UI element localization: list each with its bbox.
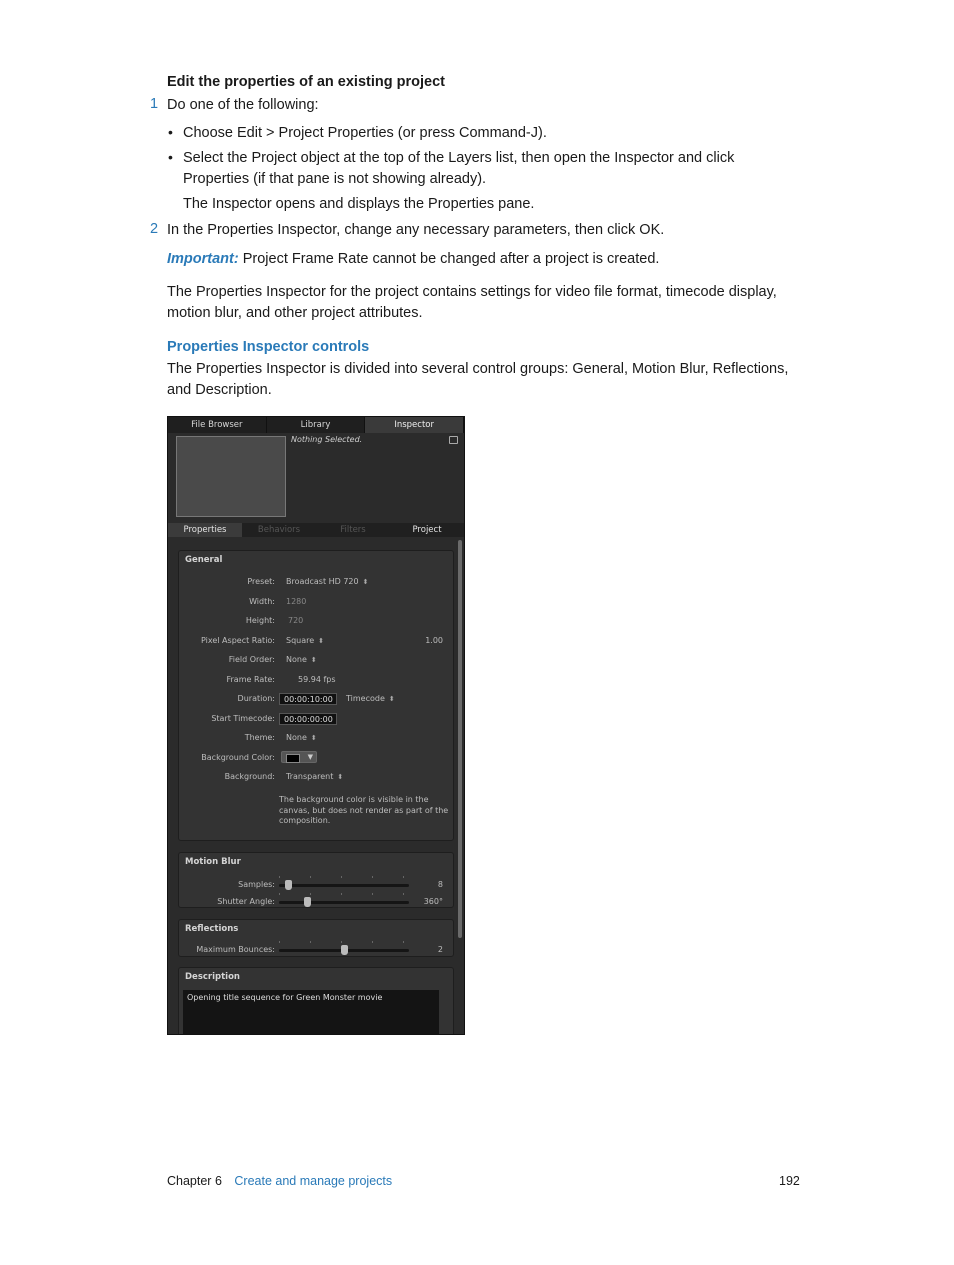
lock-icon[interactable] [449,436,458,444]
samples-value[interactable]: 8 [437,880,443,889]
samples-label: Samples: [238,880,275,889]
tab-inspector[interactable]: Inspector [365,417,464,433]
paragraph-1-line-1: The Properties Inspector for the project contains settings for video file format, timecode display, [167,284,777,300]
shutter-angle-label: Shutter Angle: [217,897,275,906]
shutter-angle-slider[interactable] [279,901,409,904]
background-popup[interactable]: Transparent ⬍ [286,772,344,781]
updown-icon: ⬍ [318,637,325,645]
background-label: Background: [224,772,275,781]
tab-properties[interactable]: Properties [168,523,242,537]
duration-mode-popup[interactable]: Timecode ⬍ [346,694,395,703]
inspector-panel [167,416,465,1035]
pixel-aspect-popup[interactable]: Square ⬍ [286,636,325,645]
paragraph-2-line-2: and Description. [167,382,272,398]
pixel-aspect-label: Pixel Aspect Ratio: [201,636,275,645]
field-order-label: Field Order: [228,655,275,664]
background-note: The background color is visible in the canvas, but does not render as part of the composition. [279,795,449,825]
background-color-row [179,751,455,765]
description-group [178,967,454,1035]
updown-icon: ⬍ [388,695,395,703]
maximum-bounces-value[interactable]: 2 [437,945,443,954]
paragraph-1-line-2: motion blur, and other project attributes. [167,305,423,321]
nothing-selected-label: Nothing Selected. [291,435,363,444]
theme-popup[interactable]: None ⬍ [286,733,317,742]
inspector-sub-tabs [168,523,464,537]
updown-icon: ⬍ [362,578,369,586]
updown-icon: ⬍ [310,734,317,742]
section-heading: Properties Inspector controls [167,339,370,355]
background-color-label: Background Color: [201,753,275,762]
group-heading-general: General [185,555,223,565]
shutter-angle-row [179,895,455,909]
general-group [178,550,454,841]
slider-knob[interactable] [341,945,348,955]
samples-slider[interactable] [279,884,409,887]
tab-behaviors[interactable]: Behaviors [257,525,301,535]
important-label: Important: [167,251,239,267]
group-heading-description: Description [185,972,240,982]
bullet-dot: • [168,149,173,165]
task-heading: Edit the properties of an existing project [167,74,445,90]
tab-filters[interactable]: Filters [340,525,366,535]
bullet-item-1: Choose Edit > Project Properties (or press Command-J). [183,125,547,141]
bullet-result: The Inspector opens and displays the Properties pane. [183,196,535,212]
tab-library[interactable]: Library [267,417,366,433]
color-swatch [286,754,300,763]
preset-label: Preset: [247,577,275,586]
footer-chapter-link[interactable]: Create and manage projects [234,1174,393,1188]
updown-icon: ⬍ [310,656,317,664]
shutter-angle-value[interactable]: 360° [423,897,443,906]
start-timecode-label: Start Timecode: [211,714,275,723]
reflections-group [178,919,454,957]
height-value: 720 [288,616,304,625]
step-text-1: Do one of the following: [167,97,319,113]
bullet-item-2: Select the Project object at the top of the Layers list, then open the Inspector and click [183,150,735,166]
group-heading-motion-blur: Motion Blur [185,857,241,867]
slider-knob[interactable] [285,880,292,890]
frame-rate-row [179,673,455,687]
step-number-1: 1 [150,96,159,112]
maximum-bounces-slider[interactable] [279,949,409,952]
preset-row [179,575,455,589]
paragraph-2-line-1: The Properties Inspector is divided into several control groups: General, Motion Blur, Reflections, [167,361,789,377]
maximum-bounces-row [179,943,455,957]
page-number: 192 [779,1174,800,1188]
start-timecode-field[interactable]: 00:00:00:00 [279,713,337,725]
height-row [179,614,455,628]
scrollbar[interactable] [458,540,462,938]
motion-blur-group [178,852,454,908]
width-value: 1280 [286,597,307,606]
width-row [179,595,455,609]
background-color-well[interactable] [281,751,317,763]
footer-chapter [167,1174,392,1188]
bullet-item-2-cont: Properties (if that pane is not showing already). [183,171,487,187]
description-textarea[interactable]: Opening title sequence for Green Monster movie [183,990,439,1035]
start-timecode-row [179,712,455,726]
important-text: Project Frame Rate cannot be changed after a project is created. [242,251,660,267]
maximum-bounces-label: Maximum Bounces: [196,945,275,954]
tab-file-browser[interactable]: File Browser [168,417,267,433]
slider-knob[interactable] [304,897,311,907]
field-order-row [179,653,455,667]
field-order-popup[interactable]: None ⬍ [286,655,317,664]
background-row [179,770,455,784]
duration-row [179,692,455,706]
preview-thumbnail [176,436,286,517]
pixel-aspect-row [179,634,455,648]
footer-chapter-number: Chapter 6 [167,1174,222,1188]
bullet-dot: • [168,124,173,140]
theme-label: Theme: [244,733,275,742]
step-number-2: 2 [150,221,159,237]
step-text-2: In the Properties Inspector, change any necessary parameters, then click OK. [167,222,665,238]
samples-row [179,878,455,892]
tab-project[interactable]: Project [412,525,442,535]
preset-popup[interactable]: Broadcast HD 720 ⬍ [286,577,369,586]
pixel-aspect-number: 1.00 [425,636,443,645]
duration-label: Duration: [237,694,275,703]
chevron-down-icon[interactable]: ▼ [307,753,313,761]
duration-field[interactable]: 00:00:10:00 [279,693,337,705]
group-heading-reflections: Reflections [185,924,239,934]
frame-rate-value: 59.94 fps [298,675,336,684]
important-note [167,249,659,270]
width-label: Width: [249,597,275,606]
frame-rate-label: Frame Rate: [226,675,275,684]
updown-icon: ⬍ [337,773,344,781]
theme-row [179,731,455,745]
inspector-top-tabs [168,417,464,433]
height-label: Height: [245,616,275,625]
